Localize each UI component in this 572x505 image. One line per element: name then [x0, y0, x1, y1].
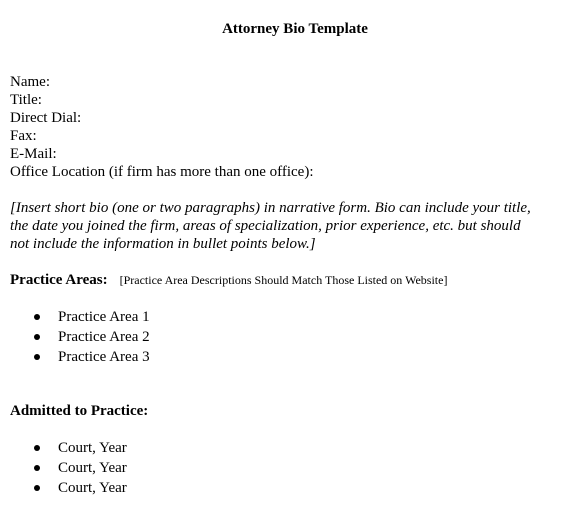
document-title: Attorney Bio Template: [222, 21, 368, 37]
list-item: [34, 478, 127, 498]
bio-instructions-line: the date you joined the firm, areas of specialization, prior experience, etc. but should: [10, 218, 521, 234]
list-item-text: Practice Area 3: [58, 349, 150, 365]
bio-instructions-line: [Insert short bio (one or two paragraphs) in narrative form. Bio can include your title,: [10, 200, 531, 216]
list-item-text: Court, Year: [58, 440, 127, 456]
bio-instructions: [10, 199, 572, 253]
bullet-icon: [34, 314, 40, 320]
practice-areas-list: [34, 307, 150, 367]
contact-fields: [10, 73, 314, 181]
list-item: [34, 327, 150, 347]
field-office-location: Office Location (if firm has more than one office):: [10, 164, 314, 180]
bullet-icon: [34, 485, 40, 491]
practice-areas-note: [Practice Area Descriptions Should Match Those Listed on Website]: [119, 273, 448, 287]
list-item-text: Practice Area 2: [58, 329, 150, 345]
list-item: [34, 307, 150, 327]
field-direct-dial: Direct Dial:: [10, 110, 82, 126]
practice-areas-heading: [10, 271, 447, 289]
admitted-list: [34, 438, 127, 498]
field-fax: Fax:: [10, 128, 37, 144]
bio-instructions-line: not include the information in bullet points below.]: [10, 236, 316, 252]
list-item: [34, 438, 127, 458]
practice-areas-label: Practice Areas:: [10, 272, 108, 288]
list-item-text: Court, Year: [58, 480, 127, 496]
bullet-icon: [34, 334, 40, 340]
field-name: Name:: [10, 74, 50, 90]
field-email: E-Mail:: [10, 146, 57, 162]
list-item-text: Practice Area 1: [58, 309, 150, 325]
list-item: [34, 347, 150, 367]
bullet-icon: [34, 465, 40, 471]
field-title: Title:: [10, 92, 42, 108]
list-item: [34, 458, 127, 478]
bullet-icon: [34, 445, 40, 451]
admitted-heading: Admitted to Practice:: [10, 403, 149, 419]
bullet-icon: [34, 354, 40, 360]
list-item-text: Court, Year: [58, 460, 127, 476]
